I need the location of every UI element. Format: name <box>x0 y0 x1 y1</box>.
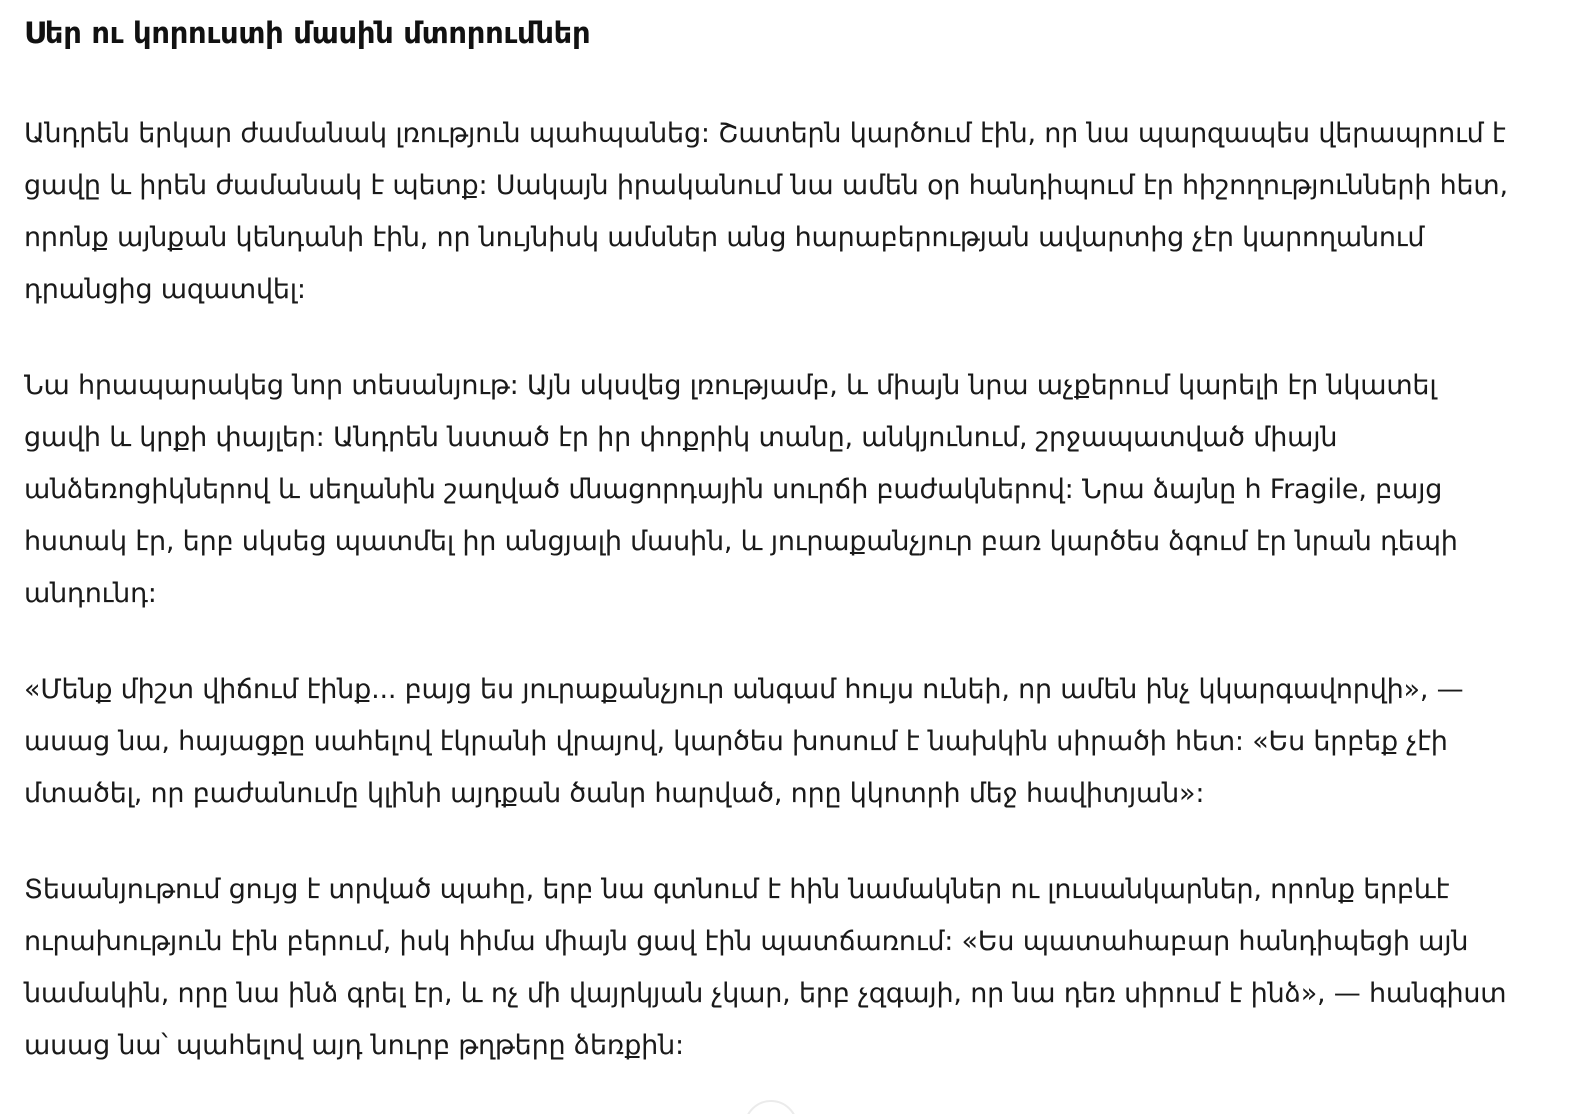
article-page <box>0 16 1590 1114</box>
article-title: Սեր ու կորուստի մասին մտորումներ <box>24 16 591 50</box>
article-content <box>0 16 1590 1072</box>
article-paragraph-1: Անդրեն երկար ժամանակ լռություն պահպանեց: Շատերն կարծում էին, որ նա պարզապես վերապրում է ցավը և իրեն ժամանակ է պետք: Սակայն իրականում նա ամեն օր հանդիպում էր հիշողությունների հետ, որոնք այնքան կենդանի էին, որ նույնիսկ ամսներ անց հարաբերության ավարտից չէր կարողանում դրանցից ազատվել: <box>24 118 1508 305</box>
floating-circle-button[interactable] <box>744 1100 798 1114</box>
article-paragraph-3: «Մենք միշտ վիճում էինք... բայց ես յուրաքանչյուր անգամ հույս ունեի, որ ամեն ինչ կկարգավորվի», — ասաց նա, հայացքը սահելով էկրանի վրայով, կարծես խոսում է նախկին սիրածի հետ: «Ես երբեք չէի մտածել, որ բաժանումը կլինի այդքան ծանր հարված, որը կկոտրի մեջ հավիտյան»: <box>24 674 1464 809</box>
article-paragraph-4: Տեսանյութում ցույց է տրված պահը, երբ նա գտնում է հին նամակներ ու լուսանկարներ, որոնք երբևէ ուրախություն էին բերում, իսկ հիմա միայն ցավ էին պատճառում: «Ես պատահաբար հանդիպեցի այն նամակին, որը նա ինձ գրել էր, և ոչ մի վայրկյան չկար, երբ չզգայի, որ նա դեռ սիրում է ինձ», — հանգիստ ասաց նա՝ պահելով այդ նուրբ թղթերը ձեռքին: <box>24 874 1507 1061</box>
article-paragraph-2: Նա հրապարակեց նոր տեսանյութ: Այն սկսվեց լռությամբ, և միայն նրա աչքերում կարելի էր նկատել ցավի և կրքի փայլեր: Անդրեն նստած էր իր փոքրիկ տանը, անկյունում, շրջապատված միայն անձեռոցիկներով և սեղանին շաղված մնացորդային սուրճի բաժակներով: Նրա ձայնը հ Fragile, բայց հստակ էր, երբ սկսեց պատմել իր անցյալի մասին, և յուրաքանչյուր բառ կարծես ձգում էր նրան դեպի անդունդ: <box>24 370 1458 609</box>
